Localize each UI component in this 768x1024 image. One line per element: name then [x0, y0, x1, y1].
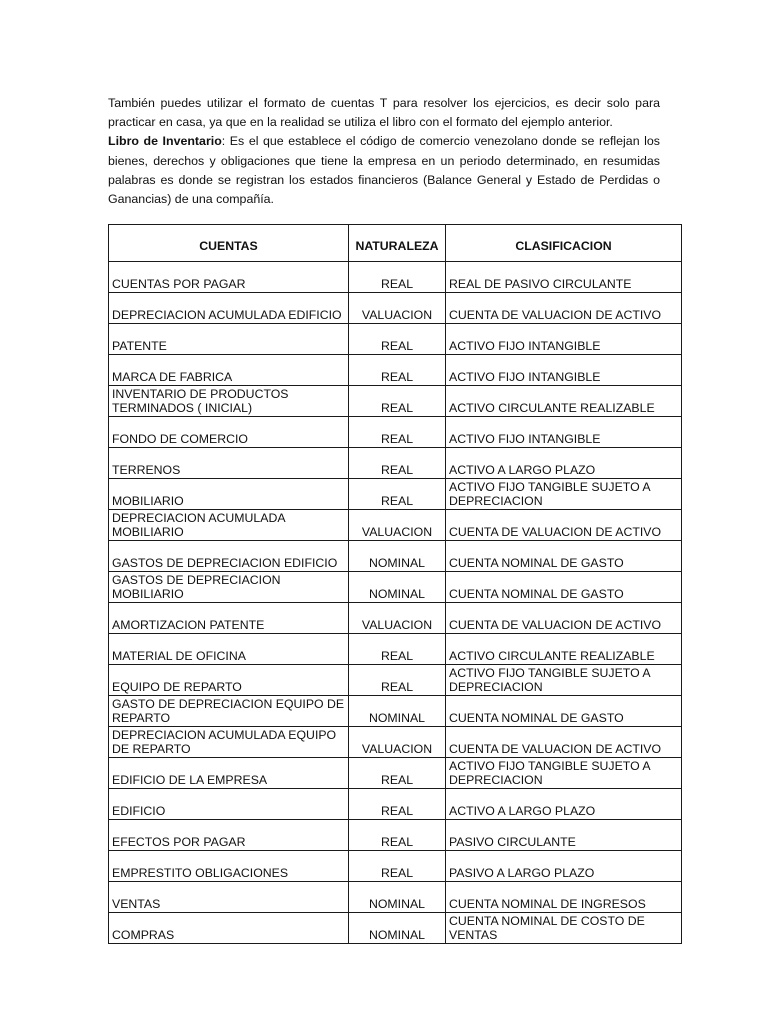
cell-cuenta: AMORTIZACION PATENTE	[109, 603, 349, 634]
cell-cuenta: MATERIAL DE OFICINA	[109, 634, 349, 665]
cell-clasificacion: PASIVO A LARGO PLAZO	[446, 851, 682, 882]
table-row	[109, 355, 682, 386]
libro-inventario-term: Libro de Inventario	[108, 134, 222, 149]
table-row	[109, 851, 682, 882]
cell-naturaleza: NOMINAL	[349, 913, 446, 944]
cell-naturaleza: REAL	[349, 324, 446, 355]
cell-clasificacion: REAL DE PASIVO CIRCULANTE	[446, 262, 682, 293]
table-header	[109, 225, 682, 262]
cell-naturaleza: REAL	[349, 417, 446, 448]
cell-clasificacion: CUENTA DE VALUACION DE ACTIVO	[446, 727, 682, 758]
cell-clasificacion: CUENTA NOMINAL DE INGRESOS	[446, 882, 682, 913]
table-row	[109, 417, 682, 448]
cell-naturaleza: REAL	[349, 262, 446, 293]
table-row	[109, 882, 682, 913]
inventory-table	[108, 224, 682, 944]
intro-paragraph-2	[108, 132, 660, 209]
cell-cuenta: FONDO DE COMERCIO	[109, 417, 349, 448]
cell-naturaleza: NOMINAL	[349, 572, 446, 603]
table-row	[109, 386, 682, 417]
cell-naturaleza: REAL	[349, 479, 446, 510]
cell-naturaleza: VALUACION	[349, 603, 446, 634]
cell-cuenta: EDIFICIO	[109, 789, 349, 820]
cell-clasificacion: ACTIVO FIJO INTANGIBLE	[446, 417, 682, 448]
cell-clasificacion: ACTIVO A LARGO PLAZO	[446, 789, 682, 820]
table-row	[109, 820, 682, 851]
cell-cuenta: DEPRECIACION ACUMULADA EDIFICIO	[109, 293, 349, 324]
table-row	[109, 696, 682, 727]
table-row	[109, 448, 682, 479]
table-row	[109, 634, 682, 665]
cell-naturaleza: NOMINAL	[349, 541, 446, 572]
header-naturaleza: NATURALEZA	[349, 225, 446, 262]
table-row	[109, 603, 682, 634]
cell-clasificacion: CUENTA DE VALUACION DE ACTIVO	[446, 510, 682, 541]
cell-clasificacion: CUENTA DE VALUACION DE ACTIVO	[446, 293, 682, 324]
cell-naturaleza: NOMINAL	[349, 882, 446, 913]
cell-naturaleza: REAL	[349, 851, 446, 882]
cell-naturaleza: VALUACION	[349, 727, 446, 758]
table-row	[109, 541, 682, 572]
cell-clasificacion: ACTIVO CIRCULANTE REALIZABLE	[446, 634, 682, 665]
table-row	[109, 665, 682, 696]
cell-cuenta: EFECTOS POR PAGAR	[109, 820, 349, 851]
cell-naturaleza: REAL	[349, 355, 446, 386]
cell-naturaleza: REAL	[349, 758, 446, 789]
table-row	[109, 262, 682, 293]
cell-clasificacion: CUENTA NOMINAL DE GASTO	[446, 541, 682, 572]
cell-clasificacion: ACTIVO FIJO TANGIBLE SUJETO A DEPRECIACION	[446, 665, 682, 696]
cell-cuenta: EMPRESTITO OBLIGACIONES	[109, 851, 349, 882]
cell-cuenta: INVENTARIO DE PRODUCTOS TERMINADOS ( INICIAL)	[109, 386, 349, 417]
cell-cuenta: DEPRECIACION ACUMULADA MOBILIARIO	[109, 510, 349, 541]
table-row	[109, 913, 682, 944]
libro-inventario-definition: : Es el que establece el código de comercio venezolano donde se reflejan los bienes, derechos y obligaciones que tiene la empresa en un periodo determinado, en resumidas palabras es donde se registran los estados financieros (Balance General y Estado de Perdidas o Ganancias) de una compañía.	[108, 134, 660, 207]
cell-cuenta: EDIFICIO DE LA EMPRESA	[109, 758, 349, 789]
cell-naturaleza: REAL	[349, 789, 446, 820]
table-row	[109, 572, 682, 603]
table-row	[109, 727, 682, 758]
table-row	[109, 789, 682, 820]
cell-naturaleza: VALUACION	[349, 293, 446, 324]
cell-naturaleza: REAL	[349, 634, 446, 665]
cell-naturaleza: VALUACION	[349, 510, 446, 541]
table-row	[109, 758, 682, 789]
cell-cuenta: GASTOS DE DEPRECIACION MOBILIARIO	[109, 572, 349, 603]
cell-naturaleza: REAL	[349, 448, 446, 479]
cell-cuenta: EQUIPO DE REPARTO	[109, 665, 349, 696]
cell-naturaleza: REAL	[349, 386, 446, 417]
cell-cuenta: MARCA DE FABRICA	[109, 355, 349, 386]
table-body	[109, 262, 682, 944]
cell-cuenta: MOBILIARIO	[109, 479, 349, 510]
cell-clasificacion: PASIVO CIRCULANTE	[446, 820, 682, 851]
table-row	[109, 479, 682, 510]
cell-naturaleza: REAL	[349, 820, 446, 851]
cell-clasificacion: CUENTA NOMINAL DE COSTO DE VENTAS	[446, 913, 682, 944]
cell-clasificacion: ACTIVO FIJO INTANGIBLE	[446, 355, 682, 386]
cell-clasificacion: ACTIVO A LARGO PLAZO	[446, 448, 682, 479]
header-cuentas: CUENTAS	[109, 225, 349, 262]
cell-cuenta: GASTO DE DEPRECIACION EQUIPO DE REPARTO	[109, 696, 349, 727]
cell-clasificacion: CUENTA NOMINAL DE GASTO	[446, 572, 682, 603]
cell-cuenta: VENTAS	[109, 882, 349, 913]
cell-clasificacion: ACTIVO FIJO INTANGIBLE	[446, 324, 682, 355]
cell-clasificacion: CUENTA NOMINAL DE GASTO	[446, 696, 682, 727]
cell-cuenta: COMPRAS	[109, 913, 349, 944]
cell-clasificacion: ACTIVO CIRCULANTE REALIZABLE	[446, 386, 682, 417]
cell-cuenta: PATENTE	[109, 324, 349, 355]
cell-clasificacion: ACTIVO FIJO TANGIBLE SUJETO A DEPRECIACION	[446, 479, 682, 510]
intro-paragraph-1: También puedes utilizar el formato de cuentas T para resolver los ejercicios, es decir solo para practicar en casa, ya que en la realidad se utiliza el libro con el formato del ejemplo anterior.	[108, 96, 660, 130]
cell-naturaleza: NOMINAL	[349, 696, 446, 727]
table-row	[109, 510, 682, 541]
header-clasificacion: CLASIFICACION	[446, 225, 682, 262]
cell-cuenta: GASTOS DE DEPRECIACION EDIFICIO	[109, 541, 349, 572]
table-row	[109, 324, 682, 355]
cell-clasificacion: CUENTA DE VALUACION DE ACTIVO	[446, 603, 682, 634]
intro-text	[108, 94, 660, 209]
cell-cuenta: DEPRECIACION ACUMULADA EQUIPO DE REPARTO	[109, 727, 349, 758]
table-row	[109, 293, 682, 324]
cell-cuenta: TERRENOS	[109, 448, 349, 479]
cell-cuenta: CUENTAS POR PAGAR	[109, 262, 349, 293]
cell-naturaleza: REAL	[349, 665, 446, 696]
header-row	[109, 225, 682, 262]
cell-clasificacion: ACTIVO FIJO TANGIBLE SUJETO A DEPRECIACION	[446, 758, 682, 789]
